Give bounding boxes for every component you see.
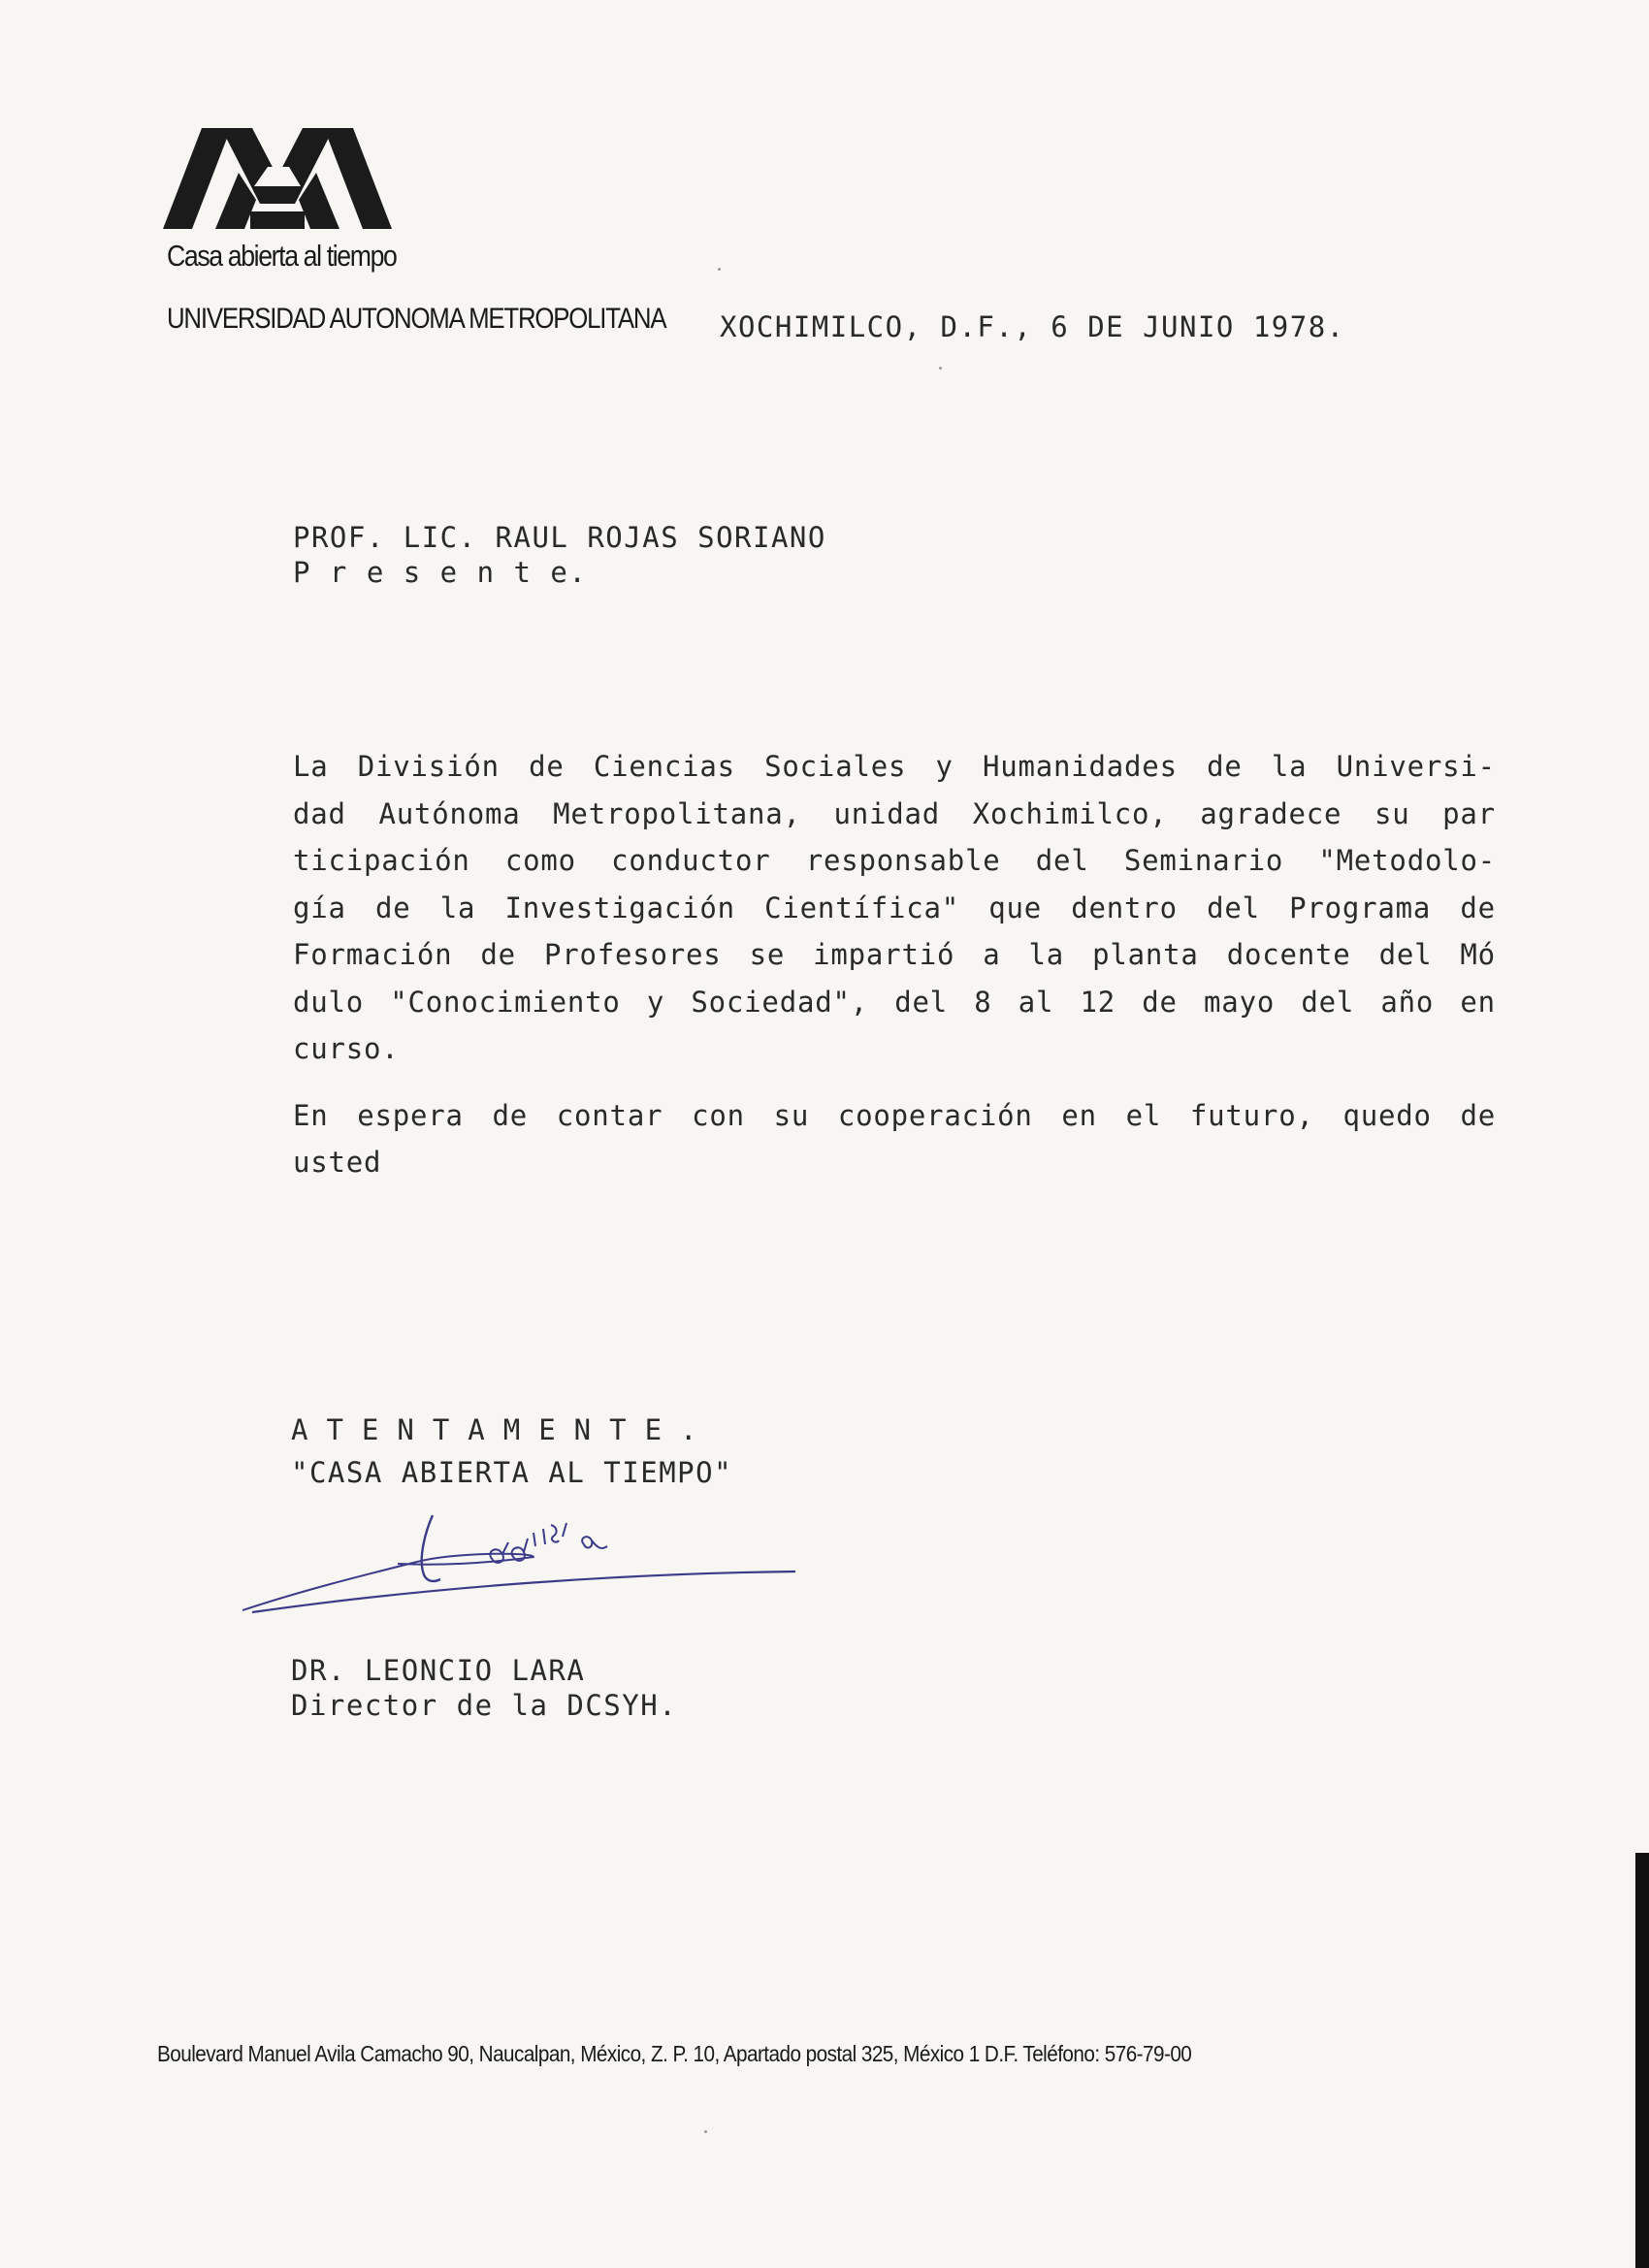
body-word: al xyxy=(1018,985,1054,1019)
body-word: dulo xyxy=(293,985,365,1019)
body-word: la xyxy=(439,891,476,924)
body-word: del xyxy=(1035,844,1089,877)
body-word: del xyxy=(1207,891,1260,924)
addressee-name: PROF. LIC. RAUL ROJAS SORIANO xyxy=(293,521,826,554)
body-word: planta xyxy=(1092,938,1199,971)
body-word: Ciencias xyxy=(593,750,735,783)
body-word: unidad xyxy=(833,796,941,830)
body-word: de xyxy=(1207,750,1243,783)
body-word: cooperación xyxy=(837,1098,1033,1132)
body-word: Investigación xyxy=(504,891,735,924)
body-word: de xyxy=(480,938,516,971)
body-word: del xyxy=(1301,985,1355,1019)
body-word: del xyxy=(1378,938,1433,971)
body-word: División xyxy=(357,750,500,783)
body-word: contar xyxy=(556,1098,663,1132)
body-word: Autónoma xyxy=(378,796,521,830)
body-word: que xyxy=(988,891,1043,924)
date-line: XOCHIMILCO, D.F., 6 DE JUNIO 1978. xyxy=(720,310,1345,343)
body-word: Humanidades xyxy=(982,750,1178,783)
body-word: con xyxy=(692,1098,745,1132)
body-word: de xyxy=(1142,985,1178,1019)
body-line xyxy=(293,885,1496,932)
handwritten-signature xyxy=(242,1504,805,1669)
body-word: de xyxy=(375,891,411,924)
body-word: En xyxy=(293,1098,329,1132)
letterhead-university: UNIVERSIDAD AUTONOMA METROPOLITANA xyxy=(167,303,666,335)
paper-speck xyxy=(939,367,942,370)
body-word: Profesores xyxy=(543,938,722,971)
body-word: Sociedad", xyxy=(691,985,868,1019)
scan-edge-shadow xyxy=(1635,1853,1649,2268)
body-word: Programa xyxy=(1289,891,1432,924)
body-word: de xyxy=(1460,891,1496,924)
body-word: de xyxy=(529,750,565,783)
body-word: 12 xyxy=(1080,985,1116,1019)
body-word: Universi- xyxy=(1336,750,1496,783)
body-word: gía xyxy=(293,891,346,924)
body-word: Seminario xyxy=(1123,844,1284,877)
signer-title: Director de la DCSYH. xyxy=(291,1689,678,1722)
letter-body xyxy=(293,743,1496,1206)
body-word: se xyxy=(749,938,786,971)
body-word: Mó xyxy=(1460,938,1496,971)
body-word: y xyxy=(935,750,954,783)
body-line xyxy=(293,979,1496,1026)
body-word: conductor xyxy=(611,844,771,877)
uam-logo-icon xyxy=(163,128,392,229)
addressee-block xyxy=(293,520,826,590)
paper-speck xyxy=(704,2130,707,2133)
body-word: ticipación xyxy=(293,844,470,877)
closing-salutation: ATENTAMENTE. xyxy=(291,1413,716,1446)
body-word: docente xyxy=(1226,938,1351,971)
body-word: impartió xyxy=(813,938,955,971)
closing-motto: "CASA ABIERTA AL TIEMPO" xyxy=(291,1456,733,1489)
body-word: como xyxy=(504,844,576,877)
body-word: de xyxy=(492,1098,529,1132)
body-word: en xyxy=(1061,1098,1097,1132)
body-word: Científica" xyxy=(764,891,960,924)
body-word: La xyxy=(293,750,329,783)
body-word: en xyxy=(1460,985,1496,1019)
signer-name: DR. LEONCIO LARA xyxy=(291,1654,586,1687)
body-word: agradece xyxy=(1200,796,1342,830)
letterhead-footer-address: Boulevard Manuel Avila Camacho 90, Naucalpan, México, Z. P. 10, Apartado postal 325, México 1 D.F. Teléfono: 576-79-00 xyxy=(157,2041,1192,2066)
body-word: "Metodolo- xyxy=(1318,844,1496,877)
body-word: Metropolitana, xyxy=(553,796,801,830)
letterhead-tagline: Casa abierta al tiempo xyxy=(167,239,397,273)
body-word: par xyxy=(1442,796,1496,830)
body-word: 8 xyxy=(974,985,992,1019)
body-line xyxy=(293,931,1496,979)
body-word: el xyxy=(1125,1098,1162,1132)
body-line xyxy=(293,743,1496,791)
body-word: futuro, xyxy=(1189,1098,1314,1132)
body-line: curso. xyxy=(293,1032,400,1065)
body-word: dentro xyxy=(1071,891,1178,924)
body-word: su xyxy=(1374,796,1410,830)
body-paragraph-2 xyxy=(293,1092,1496,1186)
body-word: Xochimilco, xyxy=(972,796,1168,830)
body-word: dad xyxy=(293,796,346,830)
body-word: su xyxy=(773,1098,810,1132)
body-word: "Conocimiento xyxy=(390,985,621,1019)
body-word: quedo xyxy=(1342,1098,1432,1132)
body-line xyxy=(293,1092,1496,1140)
body-word: espera xyxy=(357,1098,464,1132)
body-word: responsable xyxy=(805,844,1001,877)
body-word: y xyxy=(646,985,665,1019)
signer-block xyxy=(291,1653,677,1723)
body-word: mayo xyxy=(1204,985,1276,1019)
body-word: año xyxy=(1380,985,1435,1019)
body-line xyxy=(293,791,1496,838)
closing-block xyxy=(291,1409,732,1494)
body-word: de xyxy=(1460,1098,1496,1132)
addressee-greeting: P r e s e n t e. xyxy=(293,556,588,589)
body-word: a xyxy=(983,938,1001,971)
body-line: usted xyxy=(293,1146,382,1179)
body-line xyxy=(293,837,1496,885)
body-word: la xyxy=(1271,750,1308,783)
paper-speck xyxy=(718,268,721,271)
body-word: del xyxy=(894,985,949,1019)
body-paragraph-1 xyxy=(293,743,1496,1073)
body-word: Sociales xyxy=(764,750,907,783)
body-word: la xyxy=(1028,938,1065,971)
body-word: Formación xyxy=(293,938,453,971)
